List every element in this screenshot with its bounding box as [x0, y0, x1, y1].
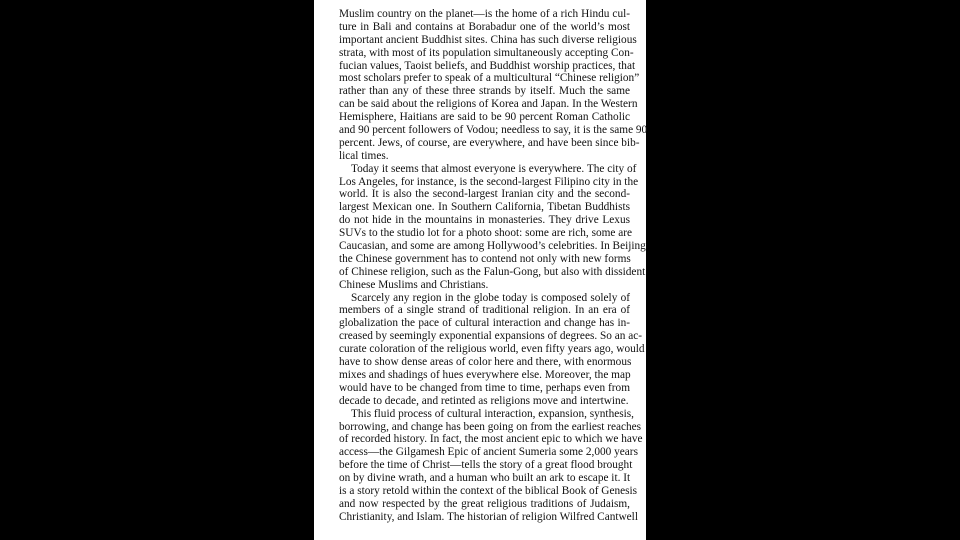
text-line: of Chinese religion, such as the Falun-Gong, but also with dissident: [339, 265, 646, 278]
text-line: Christianity, and Islam. The historian of religion Wilfred Cantwell: [339, 510, 638, 523]
text-line: the Chinese government has to contend not only with new forms: [339, 252, 631, 265]
text-line: curate coloration of the religious world, even fifty years ago, would: [339, 343, 645, 356]
text-line: access—the Gilgamesh Epic of ancient Sumeria some 2,000 years: [339, 446, 638, 459]
text-line: ture in Bali and contains at Borabadur one of the world’s most: [339, 20, 630, 33]
text-line: before the time of Christ—tells the story of a great flood brought: [339, 459, 633, 472]
text-line: borrowing, and change has been going on from the earliest reaches: [339, 420, 642, 433]
text-line: Muslim country on the planet—is the home of a rich Hindu cul-: [339, 8, 630, 20]
text-line: can be said about the religions of Korea and Japan. In the Western: [339, 98, 638, 111]
text-line: Caucasian, and some are among Hollywood’s celebrities. In Beijing: [339, 240, 646, 253]
text-line: percent. Jews, of course, are everywhere, and have been since bib-: [339, 136, 640, 149]
text-line: Los Angeles, for instance, is the second-largest Filipino city in the: [339, 175, 639, 188]
text-line: largest Mexican one. In Southern California, Tibetan Buddhists: [339, 201, 630, 214]
text-line: Scarcely any region in the globe today is composed solely of: [351, 291, 630, 304]
paragraph-3: [339, 291, 645, 408]
text-line: and now respected by the great religious traditions of Judaism,: [339, 497, 630, 510]
text-line: do not hide in the mountains in monasteries. They drive Lexus: [339, 214, 630, 227]
paragraph-4: [339, 407, 643, 524]
text-line: most scholars prefer to speak of a multicultural “Chinese religion”: [339, 72, 640, 85]
text-line: world. It is also the second-largest Iranian city and the second-: [339, 188, 630, 201]
text-line: Chinese Muslims and Christians.: [339, 278, 489, 291]
paragraph-2: [339, 162, 646, 292]
text-line: decade to decade, and retinted as religions move and intertwine.: [339, 394, 629, 407]
text-line: creased by seemingly exponential expansions of degrees. So an ac-: [339, 330, 643, 343]
text-line: lical times.: [339, 149, 389, 162]
text-line: strata, with most of its population simultaneously accepting Con-: [339, 46, 634, 59]
text-line: members of a single strand of traditional religion. In an era of: [339, 304, 630, 317]
page-text: [339, 8, 648, 524]
text-line: and 90 percent followers of Vodou; needless to say, it is the same 90: [339, 124, 648, 137]
text-line: Hemisphere, Haitians are said to be 90 percent Roman Catholic: [339, 111, 630, 124]
text-line: on by divine wrath, and a human who built an ark to escape it. It: [339, 472, 631, 485]
text-line: of recorded history. In fact, the most ancient epic to which we have: [339, 433, 643, 446]
paragraph-1: [339, 8, 648, 163]
text-line: globalization the pace of cultural interaction and change has in-: [339, 317, 630, 330]
text-line: important ancient Buddhist sites. China has such diverse religious: [339, 33, 637, 46]
text-line: would have to be changed from time to time, perhaps even from: [339, 381, 630, 394]
text-line: rather than any of these three strands by itself. Much the same: [339, 85, 630, 98]
text-line: mixes and shadings of hues everywhere else. Moreover, the map: [339, 368, 631, 381]
text-line: is a story retold within the context of the biblical Book of Genesis: [339, 484, 638, 497]
text-line: have to show dense areas of color here and there, with enormous: [339, 356, 632, 369]
text-line: Today it seems that almost everyone is everywhere. The city of: [351, 162, 637, 175]
text-line: This fluid process of cultural interaction, expansion, synthesis,: [351, 407, 634, 420]
text-line: SUVs to the studio lot for a photo shoot: some are rich, some are: [339, 227, 633, 240]
text-line: fucian values, Taoist beliefs, and Buddhist worship practices, that: [339, 59, 636, 72]
